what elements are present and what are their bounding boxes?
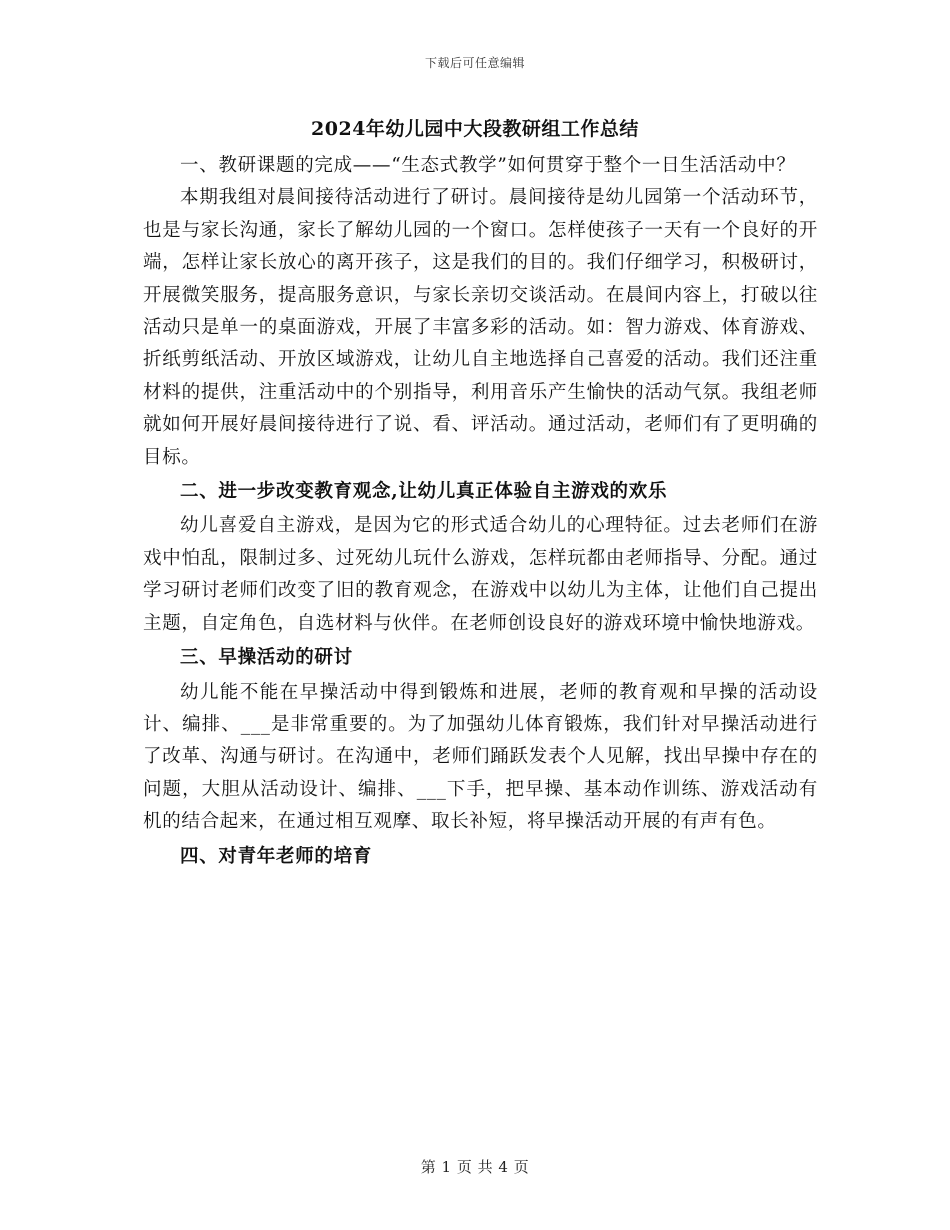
paragraph-section-3-body: 幼儿能不能在早操活动中得到锻炼和进展，老师的教育观和早操的活动设计、编排、___是非常重要的。为了加强幼儿体育锻炼，我们针对早操活动进行了改革、沟通与研讨。在沟通中，老师们踊跃发表个人见解，找出早操中存在的问题，大胆从活动设计、编排、___下手，把早操、基本动作训练、游戏活动有机的结合起来，在通过相互观摩、取长补短，将早操活动开展的有声有色。	[143, 681, 818, 833]
page-footer: 第 1 页 共 4 页	[420, 1158, 530, 1176]
paragraph-section-1-heading: 一、教研课题的完成——“生态式教学”如何贯穿于整个一日生活活动中？	[180, 155, 796, 176]
paragraph-section-4-heading: 四、对青年老师的培育	[180, 845, 373, 867]
paragraph-section-2-heading: 二、进一步改变教育观念,让幼儿真正体验自主游戏的欢乐	[180, 481, 668, 503]
paragraph-section-3-heading: 三、早操活动的研讨	[180, 647, 353, 669]
paragraph-section-2-body: 幼儿喜爱自主游戏，是因为它的形式适合幼儿的心理特征。过去老师们在游戏中怕乱，限制过多、过死幼儿玩什么游戏，怎样玩都由老师指导、分配。通过学习研讨老师们改变了旧的教育观念，在游戏中以幼儿为主体，让他们自己提出主题，自定角色，自选材料与伙伴。在老师创设良好的游戏环境中愉快地游戏。	[143, 515, 818, 634]
header-note: 下载后可任意编辑	[424, 56, 525, 70]
document-body	[143, 150, 818, 875]
document-title: 2024年幼儿园中大段教研组工作总结	[311, 118, 639, 140]
paragraph-section-1-body: 本期我组对晨间接待活动进行了研讨。晨间接待是幼儿园第一个活动环节，也是与家长沟通，家长了解幼儿园的一个窗口。怎样使孩子一天有一个良好的开端，怎样让家长放心的离开孩子，这是我们的目的。我们仔细学习，积极研讨，开展微笑服务，提高服务意识，与家长亲切交谈活动。在晨间内容上，打破以往活动只是单一的桌面游戏，开展了丰富多彩的活动。如：智力游戏、体育游戏、折纸剪纸活动、开放区域游戏，让幼儿自主地选择自己喜爱的活动。我们还注重材料的提供，注重活动中的个别指导，利用音乐产生愉快的活动气氛。我组老师就如何开展好晨间接待进行了说、看、评活动。通过活动，老师们有了更明确的目标。	[143, 187, 818, 468]
